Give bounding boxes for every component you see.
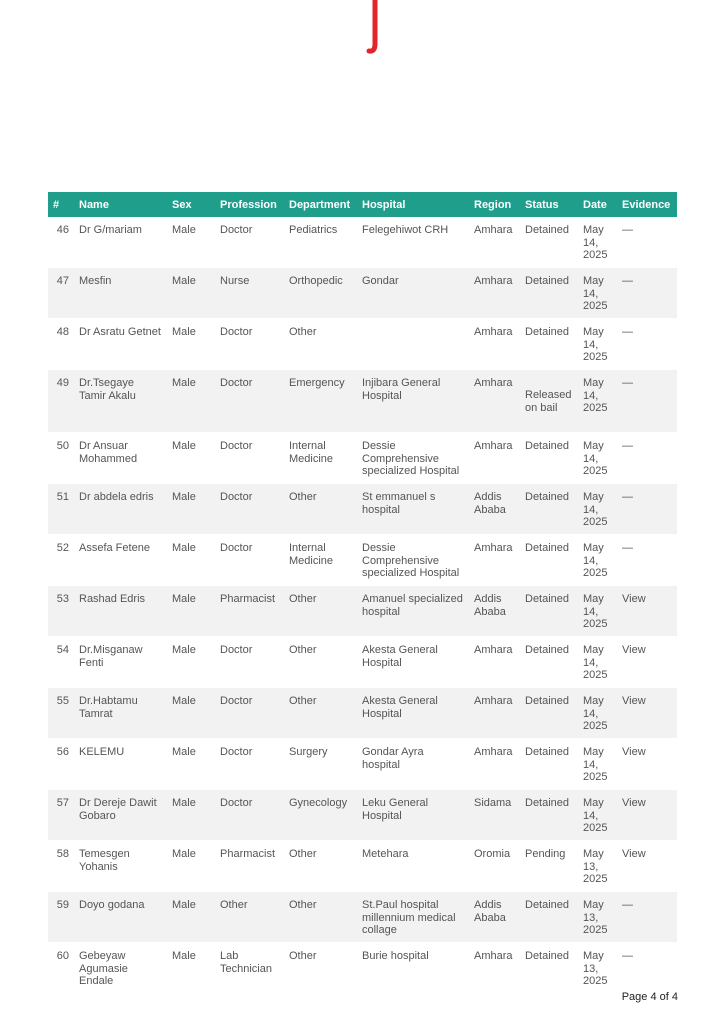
status-cell: Detained bbox=[520, 790, 578, 841]
table-row bbox=[48, 370, 677, 433]
col-header-sex: Sex bbox=[167, 192, 215, 217]
evidence-cell: — bbox=[617, 268, 677, 319]
region-cell: Amhara bbox=[469, 268, 520, 319]
row-number: 48 bbox=[48, 319, 74, 370]
date-cell: May 14, 2025 bbox=[578, 790, 617, 841]
table-row bbox=[48, 217, 677, 268]
name-cell: Temesgen Yohanis bbox=[74, 841, 167, 892]
sex-cell: Male bbox=[167, 892, 215, 943]
department-cell: Other bbox=[284, 892, 357, 943]
row-number: 54 bbox=[48, 637, 74, 688]
evidence-cell: — bbox=[617, 535, 677, 586]
profession-cell: Doctor bbox=[215, 790, 284, 841]
col-header-date: Date bbox=[578, 192, 617, 217]
region-cell: Amhara bbox=[469, 319, 520, 370]
hospital-cell: Gondar bbox=[357, 268, 469, 319]
name-cell: Dr.Tsegaye Tamir Akalu bbox=[74, 370, 167, 433]
row-number: 51 bbox=[48, 484, 74, 535]
date-cell: May 14, 2025 bbox=[578, 637, 617, 688]
region-cell: Addis Ababa bbox=[469, 586, 520, 637]
status-cell: Released on bail bbox=[520, 370, 578, 433]
hospital-cell: Dessie Comprehensive specialized Hospital bbox=[357, 433, 469, 484]
row-number: 47 bbox=[48, 268, 74, 319]
department-cell: Orthopedic bbox=[284, 268, 357, 319]
date-cell: May 14, 2025 bbox=[578, 319, 617, 370]
profession-cell: Doctor bbox=[215, 217, 284, 268]
region-cell: Sidama bbox=[469, 790, 520, 841]
hospital-cell: Burie hospital bbox=[357, 943, 469, 994]
hospital-cell: Akesta General Hospital bbox=[357, 637, 469, 688]
row-number: 58 bbox=[48, 841, 74, 892]
row-number: 60 bbox=[48, 943, 74, 994]
profession-cell: Pharmacist bbox=[215, 841, 284, 892]
table-row bbox=[48, 790, 677, 841]
hospital-cell: Metehara bbox=[357, 841, 469, 892]
table-row bbox=[48, 586, 677, 637]
evidence-cell: — bbox=[617, 370, 677, 433]
table-row bbox=[48, 433, 677, 484]
profession-cell: Nurse bbox=[215, 268, 284, 319]
row-number: 56 bbox=[48, 739, 74, 790]
hospital-cell: Felegehiwot CRH bbox=[357, 217, 469, 268]
row-number: 50 bbox=[48, 433, 74, 484]
hospital-cell: Leku General Hospital bbox=[357, 790, 469, 841]
col-header-name: Name bbox=[74, 192, 167, 217]
sex-cell: Male bbox=[167, 841, 215, 892]
date-cell: May 14, 2025 bbox=[578, 586, 617, 637]
evidence-cell[interactable]: View bbox=[617, 739, 677, 790]
table-row bbox=[48, 688, 677, 739]
name-cell: Dr Dereje Dawit Gobaro bbox=[74, 790, 167, 841]
profession-cell: Other bbox=[215, 892, 284, 943]
department-cell: Other bbox=[284, 943, 357, 994]
profession-cell: Doctor bbox=[215, 319, 284, 370]
table-row bbox=[48, 943, 677, 994]
sex-cell: Male bbox=[167, 268, 215, 319]
profession-cell: Doctor bbox=[215, 739, 284, 790]
region-cell: Amhara bbox=[469, 688, 520, 739]
col-header-evidence: Evidence bbox=[617, 192, 677, 217]
hospital-cell: Dessie Comprehensive specialized Hospital bbox=[357, 535, 469, 586]
profession-cell: Lab Technician bbox=[215, 943, 284, 994]
region-cell: Addis Ababa bbox=[469, 892, 520, 943]
profession-cell: Doctor bbox=[215, 370, 284, 433]
department-cell: Other bbox=[284, 319, 357, 370]
row-number: 55 bbox=[48, 688, 74, 739]
name-cell: Dr abdela edris bbox=[74, 484, 167, 535]
region-cell: Amhara bbox=[469, 943, 520, 994]
name-cell: Dr Asratu Getnet bbox=[74, 319, 167, 370]
profession-cell: Doctor bbox=[215, 535, 284, 586]
date-cell: May 14, 2025 bbox=[578, 484, 617, 535]
row-number: 53 bbox=[48, 586, 74, 637]
hospital-cell bbox=[357, 319, 469, 370]
sex-cell: Male bbox=[167, 370, 215, 433]
region-cell: Amhara bbox=[469, 739, 520, 790]
name-cell: Dr.Misganaw Fenti bbox=[74, 637, 167, 688]
table-row bbox=[48, 739, 677, 790]
name-cell: Rashad Edris bbox=[74, 586, 167, 637]
row-number: 46 bbox=[48, 217, 74, 268]
department-cell: Other bbox=[284, 484, 357, 535]
evidence-cell[interactable]: View bbox=[617, 688, 677, 739]
col-header-hospital: Hospital bbox=[357, 192, 469, 217]
evidence-cell[interactable]: View bbox=[617, 637, 677, 688]
status-cell: Detained bbox=[520, 268, 578, 319]
sex-cell: Male bbox=[167, 217, 215, 268]
date-cell: May 14, 2025 bbox=[578, 739, 617, 790]
table-row bbox=[48, 268, 677, 319]
table-row bbox=[48, 637, 677, 688]
name-cell: Dr G/mariam bbox=[74, 217, 167, 268]
date-cell: May 14, 2025 bbox=[578, 268, 617, 319]
sex-cell: Male bbox=[167, 943, 215, 994]
name-cell: Assefa Fetene bbox=[74, 535, 167, 586]
date-cell: May 13, 2025 bbox=[578, 943, 617, 994]
department-cell: Emergency bbox=[284, 370, 357, 433]
sex-cell: Male bbox=[167, 790, 215, 841]
hospital-cell: Amanuel specialized hospital bbox=[357, 586, 469, 637]
name-cell: Mesfin bbox=[74, 268, 167, 319]
status-cell: Detained bbox=[520, 943, 578, 994]
table-row bbox=[48, 484, 677, 535]
profession-cell: Doctor bbox=[215, 433, 284, 484]
detainees-table bbox=[48, 192, 677, 994]
status-cell: Detained bbox=[520, 535, 578, 586]
name-cell: Dr.Habtamu Tamrat bbox=[74, 688, 167, 739]
region-cell: Amhara bbox=[469, 370, 520, 433]
status-cell: Detained bbox=[520, 688, 578, 739]
department-cell: Other bbox=[284, 841, 357, 892]
region-cell: Amhara bbox=[469, 433, 520, 484]
hospital-cell: Akesta General Hospital bbox=[357, 688, 469, 739]
sex-cell: Male bbox=[167, 586, 215, 637]
evidence-cell: — bbox=[617, 943, 677, 994]
department-cell: Other bbox=[284, 586, 357, 637]
evidence-cell: — bbox=[617, 892, 677, 943]
sex-cell: Male bbox=[167, 637, 215, 688]
sex-cell: Male bbox=[167, 433, 215, 484]
name-cell: Dr Ansuar Mohammed bbox=[74, 433, 167, 484]
region-cell: Amhara bbox=[469, 535, 520, 586]
row-number: 59 bbox=[48, 892, 74, 943]
col-header-department: Department bbox=[284, 192, 357, 217]
table-row bbox=[48, 892, 677, 943]
profession-cell: Pharmacist bbox=[215, 586, 284, 637]
status-cell: Detained bbox=[520, 484, 578, 535]
table-row bbox=[48, 535, 677, 586]
evidence-cell: — bbox=[617, 484, 677, 535]
hospital-cell: Injibara General Hospital bbox=[357, 370, 469, 433]
department-cell: Other bbox=[284, 637, 357, 688]
col-header-region: Region bbox=[469, 192, 520, 217]
status-cell: Detained bbox=[520, 319, 578, 370]
status-cell: Detained bbox=[520, 739, 578, 790]
hospital-cell: St emmanuel s hospital bbox=[357, 484, 469, 535]
row-number: 49 bbox=[48, 370, 74, 433]
region-cell: Amhara bbox=[469, 637, 520, 688]
date-cell: May 14, 2025 bbox=[578, 433, 617, 484]
status-cell: Detained bbox=[520, 892, 578, 943]
status-cell: Detained bbox=[520, 586, 578, 637]
profession-cell: Doctor bbox=[215, 688, 284, 739]
sex-cell: Male bbox=[167, 319, 215, 370]
evidence-cell: — bbox=[617, 433, 677, 484]
department-cell: Internal Medicine bbox=[284, 535, 357, 586]
department-cell: Internal Medicine bbox=[284, 433, 357, 484]
row-number: 52 bbox=[48, 535, 74, 586]
department-cell: Surgery bbox=[284, 739, 357, 790]
name-cell: Doyo godana bbox=[74, 892, 167, 943]
table-row bbox=[48, 319, 677, 370]
evidence-cell[interactable]: View bbox=[617, 586, 677, 637]
date-cell: May 14, 2025 bbox=[578, 688, 617, 739]
sex-cell: Male bbox=[167, 535, 215, 586]
red-hook-mark bbox=[366, 0, 380, 58]
department-cell: Gynecology bbox=[284, 790, 357, 841]
hospital-cell: Gondar Ayra hospital bbox=[357, 739, 469, 790]
hospital-cell: St.Paul hospital millennium medical collage bbox=[357, 892, 469, 943]
evidence-cell[interactable]: View bbox=[617, 841, 677, 892]
name-cell: KELEMU bbox=[74, 739, 167, 790]
date-cell: May 13, 2025 bbox=[578, 841, 617, 892]
profession-cell: Doctor bbox=[215, 484, 284, 535]
col-header-number: # bbox=[48, 192, 74, 217]
date-cell: May 13, 2025 bbox=[578, 892, 617, 943]
sex-cell: Male bbox=[167, 739, 215, 790]
status-cell: Detained bbox=[520, 637, 578, 688]
date-cell: May 14, 2025 bbox=[578, 370, 617, 433]
page-number: Page 4 of 4 bbox=[621, 991, 678, 1003]
table-row bbox=[48, 841, 677, 892]
status-cell: Detained bbox=[520, 217, 578, 268]
sex-cell: Male bbox=[167, 484, 215, 535]
region-cell: Addis Ababa bbox=[469, 484, 520, 535]
date-cell: May 14, 2025 bbox=[578, 535, 617, 586]
evidence-cell: — bbox=[617, 217, 677, 268]
col-header-profession: Profession bbox=[215, 192, 284, 217]
date-cell: May 14, 2025 bbox=[578, 217, 617, 268]
evidence-cell[interactable]: View bbox=[617, 790, 677, 841]
sex-cell: Male bbox=[167, 688, 215, 739]
table-header-row bbox=[48, 192, 677, 217]
department-cell: Other bbox=[284, 688, 357, 739]
status-cell: Pending bbox=[520, 841, 578, 892]
name-cell: Gebeyaw Agumasie Endale bbox=[74, 943, 167, 994]
region-cell: Oromia bbox=[469, 841, 520, 892]
row-number: 57 bbox=[48, 790, 74, 841]
col-header-status: Status bbox=[520, 192, 578, 217]
region-cell: Amhara bbox=[469, 217, 520, 268]
department-cell: Pediatrics bbox=[284, 217, 357, 268]
evidence-cell: — bbox=[617, 319, 677, 370]
status-cell: Detained bbox=[520, 433, 578, 484]
profession-cell: Doctor bbox=[215, 637, 284, 688]
